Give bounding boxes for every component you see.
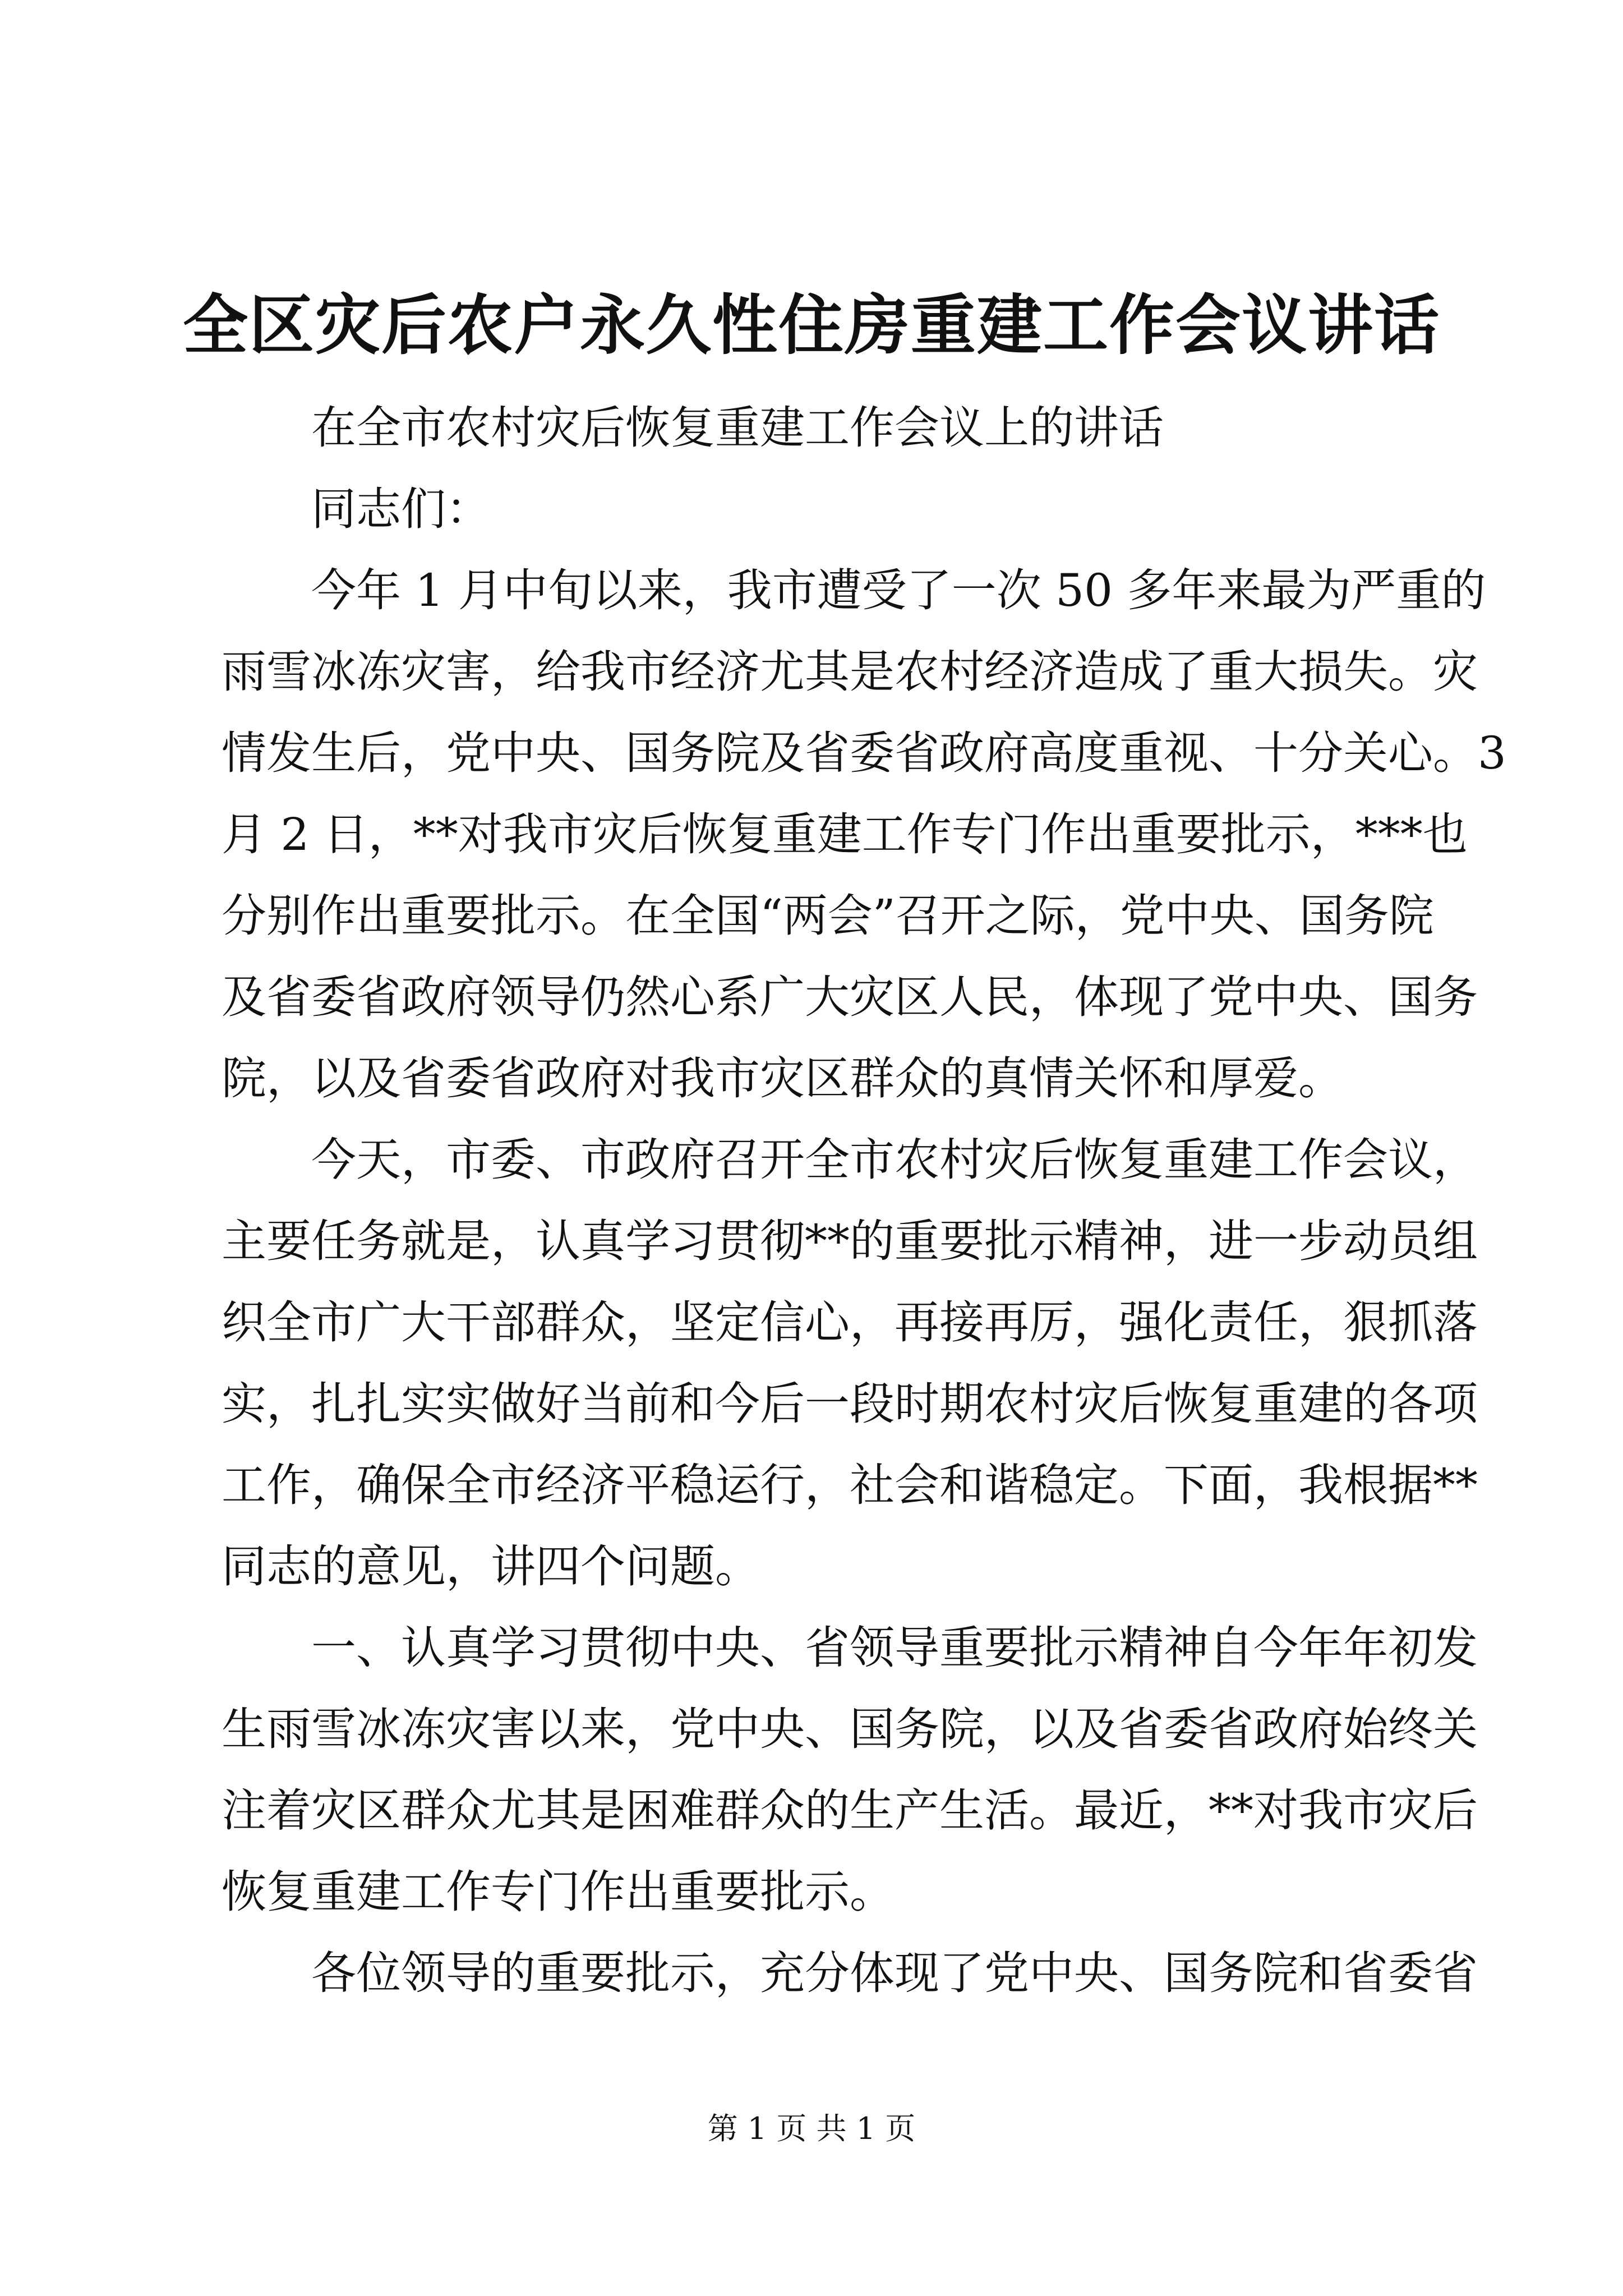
body-line: 实，扎扎实实做好当前和今后一段时期农村灾后恢复重建的各项 [222,1378,1478,1430]
body-line: 各位领导的重要批示，充分体现了党中央、国务院和省委省 [311,1947,1478,1999]
body-line: 生雨雪冰冻灾害以来，党中央、国务院，以及省委省政府始终关 [222,1703,1478,1755]
body-line: 院，以及省委省政府对我市灾区群众的真情关怀和厚爱。 [222,1052,1343,1105]
body-line: 同志的意见，讲四个问题。 [222,1540,760,1593]
body-line: 织全市广大干部群众，坚定信心，再接再厉，强化责任，狠抓落 [222,1296,1478,1349]
body-line: 注着灾区群众尤其是困难群众的生产生活。最近，**对我市灾后 [222,1784,1478,1837]
body-line: 及省委省政府领导仍然心系广大灾区人民，体现了党中央、国务 [222,971,1478,1023]
body-line: 分别作出重要批示。在全国“两会”召开之际，党中央、国务院 [222,890,1434,942]
page-number-footer: 第 1 页 共 1 页 [707,2111,916,2146]
salutation-line: 同志们： [311,483,491,535]
body-line: 工作，确保全市经济平稳运行，社会和谐稳定。下面，我根据** [222,1459,1478,1511]
body-line: 月 2 日，**对我市灾后恢复重建工作专门作出重要批示，***也 [222,808,1468,861]
body-line: 雨雪冰冻灾害，给我市经济尤其是农村经济造成了重大损失。灾 [222,646,1478,698]
subtitle-line: 在全市农村灾后恢复重建工作会议上的讲话 [311,402,1164,454]
body-line: 恢复重建工作专门作出重要批示。 [222,1866,895,1918]
body-line: 今天，市委、市政府召开全市农村灾后恢复重建工作会议， [311,1134,1478,1186]
body-line: 一、认真学习贯彻中央、省领导重要批示精神自今年年初发 [311,1622,1478,1674]
body-line: 主要任务就是，认真学习贯彻**的重要批示精神，进一步动员组 [222,1215,1478,1267]
document-body [222,387,1506,2014]
body-line: 情发生后，党中央、国务院及省委省政府高度重视、十分关心。3 [222,727,1506,779]
body-line: 今年 1 月中旬以来，我市遭受了一次 50 多年来最为严重的 [311,564,1486,616]
document-title: 全区灾后农户永久性住房重建工作会议讲话 [183,287,1440,364]
